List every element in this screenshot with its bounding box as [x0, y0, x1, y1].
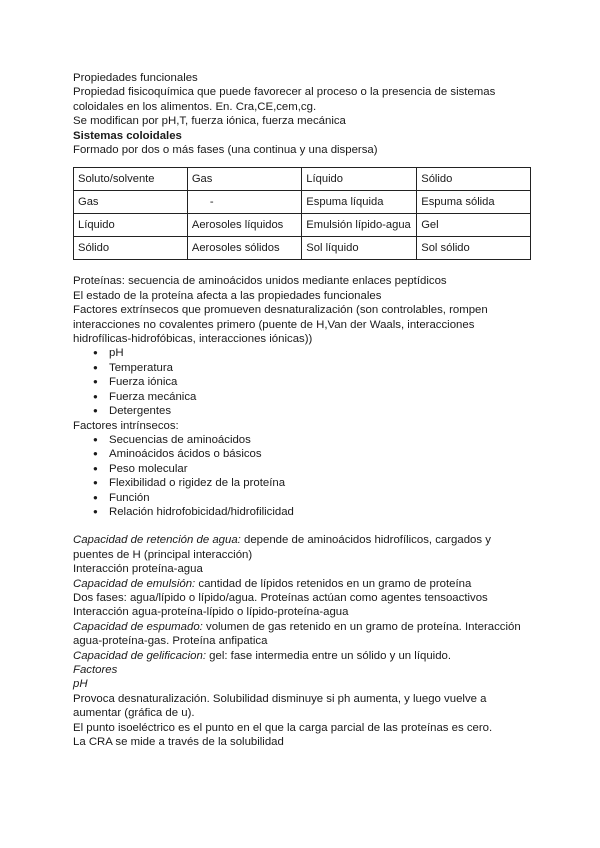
colloid-table	[73, 167, 531, 260]
list-item: ● Fuerza iónica	[93, 375, 533, 389]
ph-heading: pH	[73, 678, 88, 691]
table-row	[74, 237, 531, 260]
section-title-coloides: Sistemas coloidales	[73, 129, 182, 142]
emulsion-label: Capacidad de emulsión:	[73, 577, 196, 590]
emulsion-paragraph	[73, 577, 533, 591]
list-item: ● Aminoácidos ácidos o básicos	[93, 447, 533, 461]
table-cell: Sol líquido	[302, 237, 417, 260]
intrinsic-factors-title: Factores intrínsecos:	[73, 419, 179, 432]
table-cell: Líquido	[74, 214, 188, 237]
coloides-description: Formado por dos o más fases (una continua y una dispersa)	[73, 144, 378, 157]
intro-paragraph: Propiedad fisicoquímica que puede favorecer al proceso o la presencia de sistemas coloidales en los alimentos. En. Cra,CE,cem,cg.	[73, 86, 496, 113]
table-row	[74, 168, 531, 191]
factores-heading: Factores	[73, 664, 118, 676]
list-item: ● Secuencias de aminoácidos	[93, 433, 533, 447]
table-cell: Gas	[74, 191, 188, 214]
espumado-text: volumen de gas retenido en un gramo de proteína. Interacción agua-proteína-gas. Proteína anfipatica	[73, 620, 521, 648]
list-item: ● Fuerza mecánica	[93, 390, 533, 404]
table-cell: Soluto/solvente	[74, 168, 188, 191]
table-cell: Espuma líquida	[302, 191, 417, 214]
emulsion-text: cantidad de lípidos retenidos en un gramo de proteína	[195, 577, 472, 590]
gelificacion-text: gel: fase intermedia entre un sólido y un líquido.	[205, 649, 452, 662]
list-item: ● Flexibilidad o rigidez de la proteína	[93, 476, 533, 490]
gelificacion-paragraph	[73, 649, 533, 663]
cra-text: depende de aminoácidos hidrofílicos, cargados y puentes de H (principal interacción)	[73, 534, 491, 561]
table-row	[74, 191, 531, 214]
cra-paragraph	[73, 533, 533, 562]
list-item: ● Temperatura	[93, 361, 533, 375]
table-cell: Emulsión lípido-agua	[302, 214, 417, 237]
heading-propiedades: Propiedades funcionales	[73, 72, 198, 84]
espumado-paragraph	[73, 620, 533, 649]
table-cell: Espuma sólida	[417, 191, 531, 214]
table-cell: Aerosoles líquidos	[187, 214, 301, 237]
list-item: ● Detergentes	[93, 404, 533, 418]
ph-desnaturalizacion: Provoca desnaturalización. Solubilidad disminuye si ph aumenta, y luego vuelve a aumentar (gráfica de u).	[73, 692, 487, 720]
gelificacion-label: Capacidad de gelificacion:	[73, 649, 206, 662]
proteinas-state: El estado de la proteína afecta a las propiedades funcionales	[73, 289, 382, 302]
intro-modifiers: Se modifican por pH,T, fuerza iónica, fuerza mecánica	[73, 115, 346, 128]
table-cell: Líquido	[302, 168, 417, 191]
ph-isoelectric: El punto isoeléctrico es el punto en el que la carga parcial de las proteínas es cero.	[73, 721, 493, 734]
table-cell: Sólido	[417, 168, 531, 191]
intrinsic-factors-list	[73, 433, 533, 519]
table-cell: Sol sólido	[417, 237, 531, 260]
list-item: ● Función	[93, 491, 533, 505]
list-item: ● Relación hidrofobicidad/hidrofilicidad	[93, 505, 533, 519]
emulsion-phases: Dos fases: agua/lípido o lípido/agua. Proteínas actúan como agentes tensoactivos	[73, 591, 488, 604]
spacer	[73, 519, 533, 533]
table-cell: Gas	[187, 168, 301, 191]
extrinsic-factors-intro: Factores extrínsecos que promueven desnaturalización (son controlables, rompen interacciones no covalentes primero (puente de H,Van der Waals, interacciones hidrofílicas-hidrofóbicas, interacciones iónicas))	[73, 304, 488, 346]
table-cell: Sólido	[74, 237, 188, 260]
document-content	[73, 71, 533, 749]
table-cell: Aerosoles sólidos	[187, 237, 301, 260]
cra-label: Capacidad de retención de agua:	[73, 534, 241, 547]
table-cell: -	[187, 191, 301, 214]
proteinas-definition: Proteínas: secuencia de aminoácidos unidos mediante enlaces peptídicos	[73, 275, 447, 288]
table-cell: Gel	[417, 214, 531, 237]
espumado-label: Capacidad de espumado:	[73, 620, 203, 633]
ph-cra: La CRA se mide a través de la solubilidad	[73, 736, 284, 749]
list-item: ● pH	[93, 346, 533, 360]
list-item: ● Peso molecular	[93, 462, 533, 476]
emulsion-interaction: Interacción agua-proteína-lípido o lípido-proteína-agua	[73, 606, 349, 619]
table-row	[74, 214, 531, 237]
extrinsic-factors-list	[73, 346, 533, 418]
cra-interaction: Interacción proteína-agua	[73, 563, 203, 576]
